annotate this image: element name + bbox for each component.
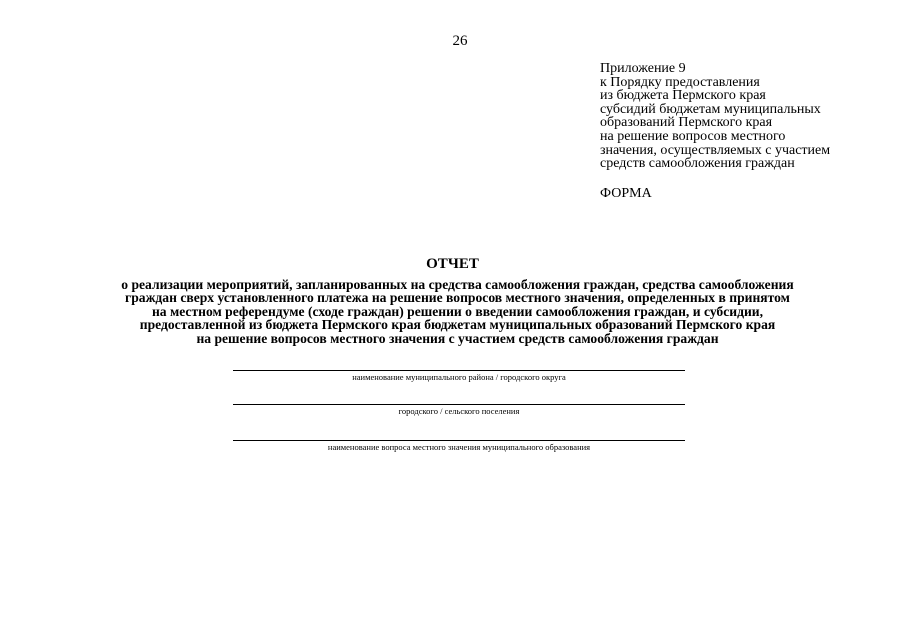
appendix-line: к Порядку предоставления <box>600 74 760 90</box>
appendix-line: на решение вопросов местного <box>600 128 786 144</box>
subtitle-line: на местном референдуме (сходе граждан) решении о введении самообложения граждан, и субсидии, <box>151 303 764 319</box>
subtitle-line: на решение вопросов местного значения с участием средств самообложения граждан <box>196 330 719 346</box>
field-caption: наименование муниципального района / городского округа <box>352 372 566 382</box>
settlement-field[interactable] <box>233 404 685 416</box>
page-number: 26 <box>452 33 468 49</box>
appendix-line: значения, осуществляемых с участием <box>600 142 831 158</box>
appendix-line: из бюджета Пермского края <box>600 88 766 104</box>
field-caption: городского / сельского поселения <box>398 406 520 416</box>
field-caption: наименование вопроса местного значения муниципального образования <box>327 442 591 452</box>
appendix-header <box>600 62 900 171</box>
form-label: ФОРМА <box>600 186 652 201</box>
appendix-line: образований Пермского края <box>600 115 773 131</box>
report-title: ОТЧЕТ <box>426 256 479 272</box>
subtitle-line: предоставленной из бюджета Пермского края бюджетам муниципальных образований Пермского края <box>139 317 776 333</box>
local-issue-field[interactable] <box>233 440 685 452</box>
subtitle-line: о реализации мероприятий, запланированных на средства самообложения граждан, средства самообложения <box>121 277 794 292</box>
municipal-district-field[interactable] <box>233 370 685 382</box>
report-subtitle <box>0 278 905 345</box>
subtitle-line: граждан сверх установленного платежа на решение вопросов местного значения, определенных в принятом <box>125 290 790 306</box>
appendix-line: Приложение 9 <box>600 61 686 76</box>
appendix-line: субсидий бюджетам муниципальных <box>600 101 821 117</box>
appendix-line: средств самообложения граждан <box>600 156 795 172</box>
